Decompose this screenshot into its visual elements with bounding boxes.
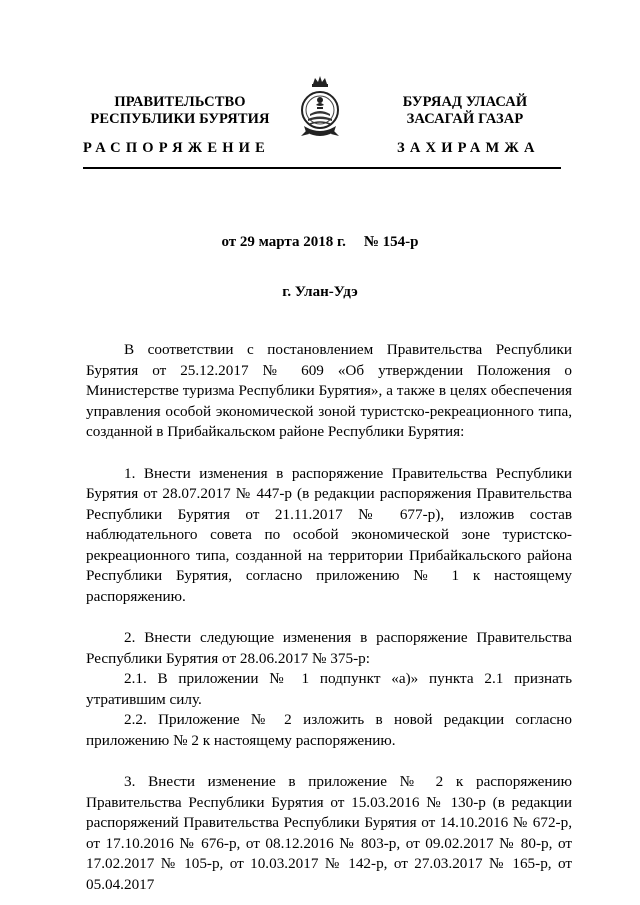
paragraph-preamble: В соответствии с постановлением Правительства Республики Бурятия от 25.12.2017 № 609 «Об утверждении Положения о Министерстве туризма Республики Бурятия», а также в целях обеспечения управления особой экономической зоной туристско-рекреационного типа, созданной в Прибайкальском районе Республики Бурятия: xyxy=(86,341,572,440)
paragraph-item-1: 1. Внести изменения в распоряжение Правительства Республики Бурятия от 28.07.2017 № 447-р (в редакции распоряжения Правительства Республики Бурятия от 21.11.2017 № 677-р), изложив состав наблюдательного совета по особой экономической зоне туристско-рекреационного типа, созданной на территории Прибайкальского района Республики Бурятия, согласно приложению № 1 к настоящему распоряжению. xyxy=(86,464,572,605)
paragraph-item-2-1: 2.1. В приложении № 1 подпункт «а)» пункта 2.1 признать утратившим силу. xyxy=(86,670,572,708)
document-date-number xyxy=(0,234,640,251)
document-type-russian: РАСПОРЯЖЕНИЕ xyxy=(83,140,271,156)
header-left-line1: ПРАВИТЕЛЬСТВО xyxy=(114,94,246,110)
header-divider xyxy=(83,167,561,169)
document-date: от 29 марта 2018 г. xyxy=(221,234,346,250)
government-name-russian xyxy=(90,94,270,128)
document-body xyxy=(86,340,572,895)
header-right-line2: ЗАСАГАЙ ГАЗАР xyxy=(406,111,524,127)
coat-of-arms-emblem xyxy=(295,74,345,144)
header-right-line1: БУРЯАД УЛАСАЙ xyxy=(402,94,528,110)
document-type-buryat: ЗАХИРАМЖА xyxy=(397,140,540,156)
header-left-line2: РЕСПУБЛИКИ БУРЯТИЯ xyxy=(90,111,270,127)
paragraph-item-3: 3. Внести изменение в приложение № 2 к распоряжению Правительства Республики Бурятия от 15.03.2016 № 130-р (в редакции распоряжений Правительства Республики Бурятия от 14.10.2016 № 672-р, от 17.10.2016 № 676-р, от 08.12.2016 № 803-р, от 09.02.2017 № 80-р, от 17.02.2017 № 105-р, от 10.03.2017 № 142-р, от 27.03.2017 № 165-р, от 05.04.2017 xyxy=(86,773,572,893)
paragraph-item-2-2: 2.2. Приложение № 2 изложить в новой редакции согласно приложению № 2 к настоящему распоряжению. xyxy=(86,711,572,749)
document-city: г. Улан-Удэ xyxy=(282,284,358,300)
paragraph-item-2: 2. Внести следующие изменения в распоряжение Правительства Республики Бурятия от 28.06.2017 № 375-р: xyxy=(86,629,572,667)
document-number: № 154-р xyxy=(363,234,419,250)
government-name-buryat xyxy=(375,94,555,128)
